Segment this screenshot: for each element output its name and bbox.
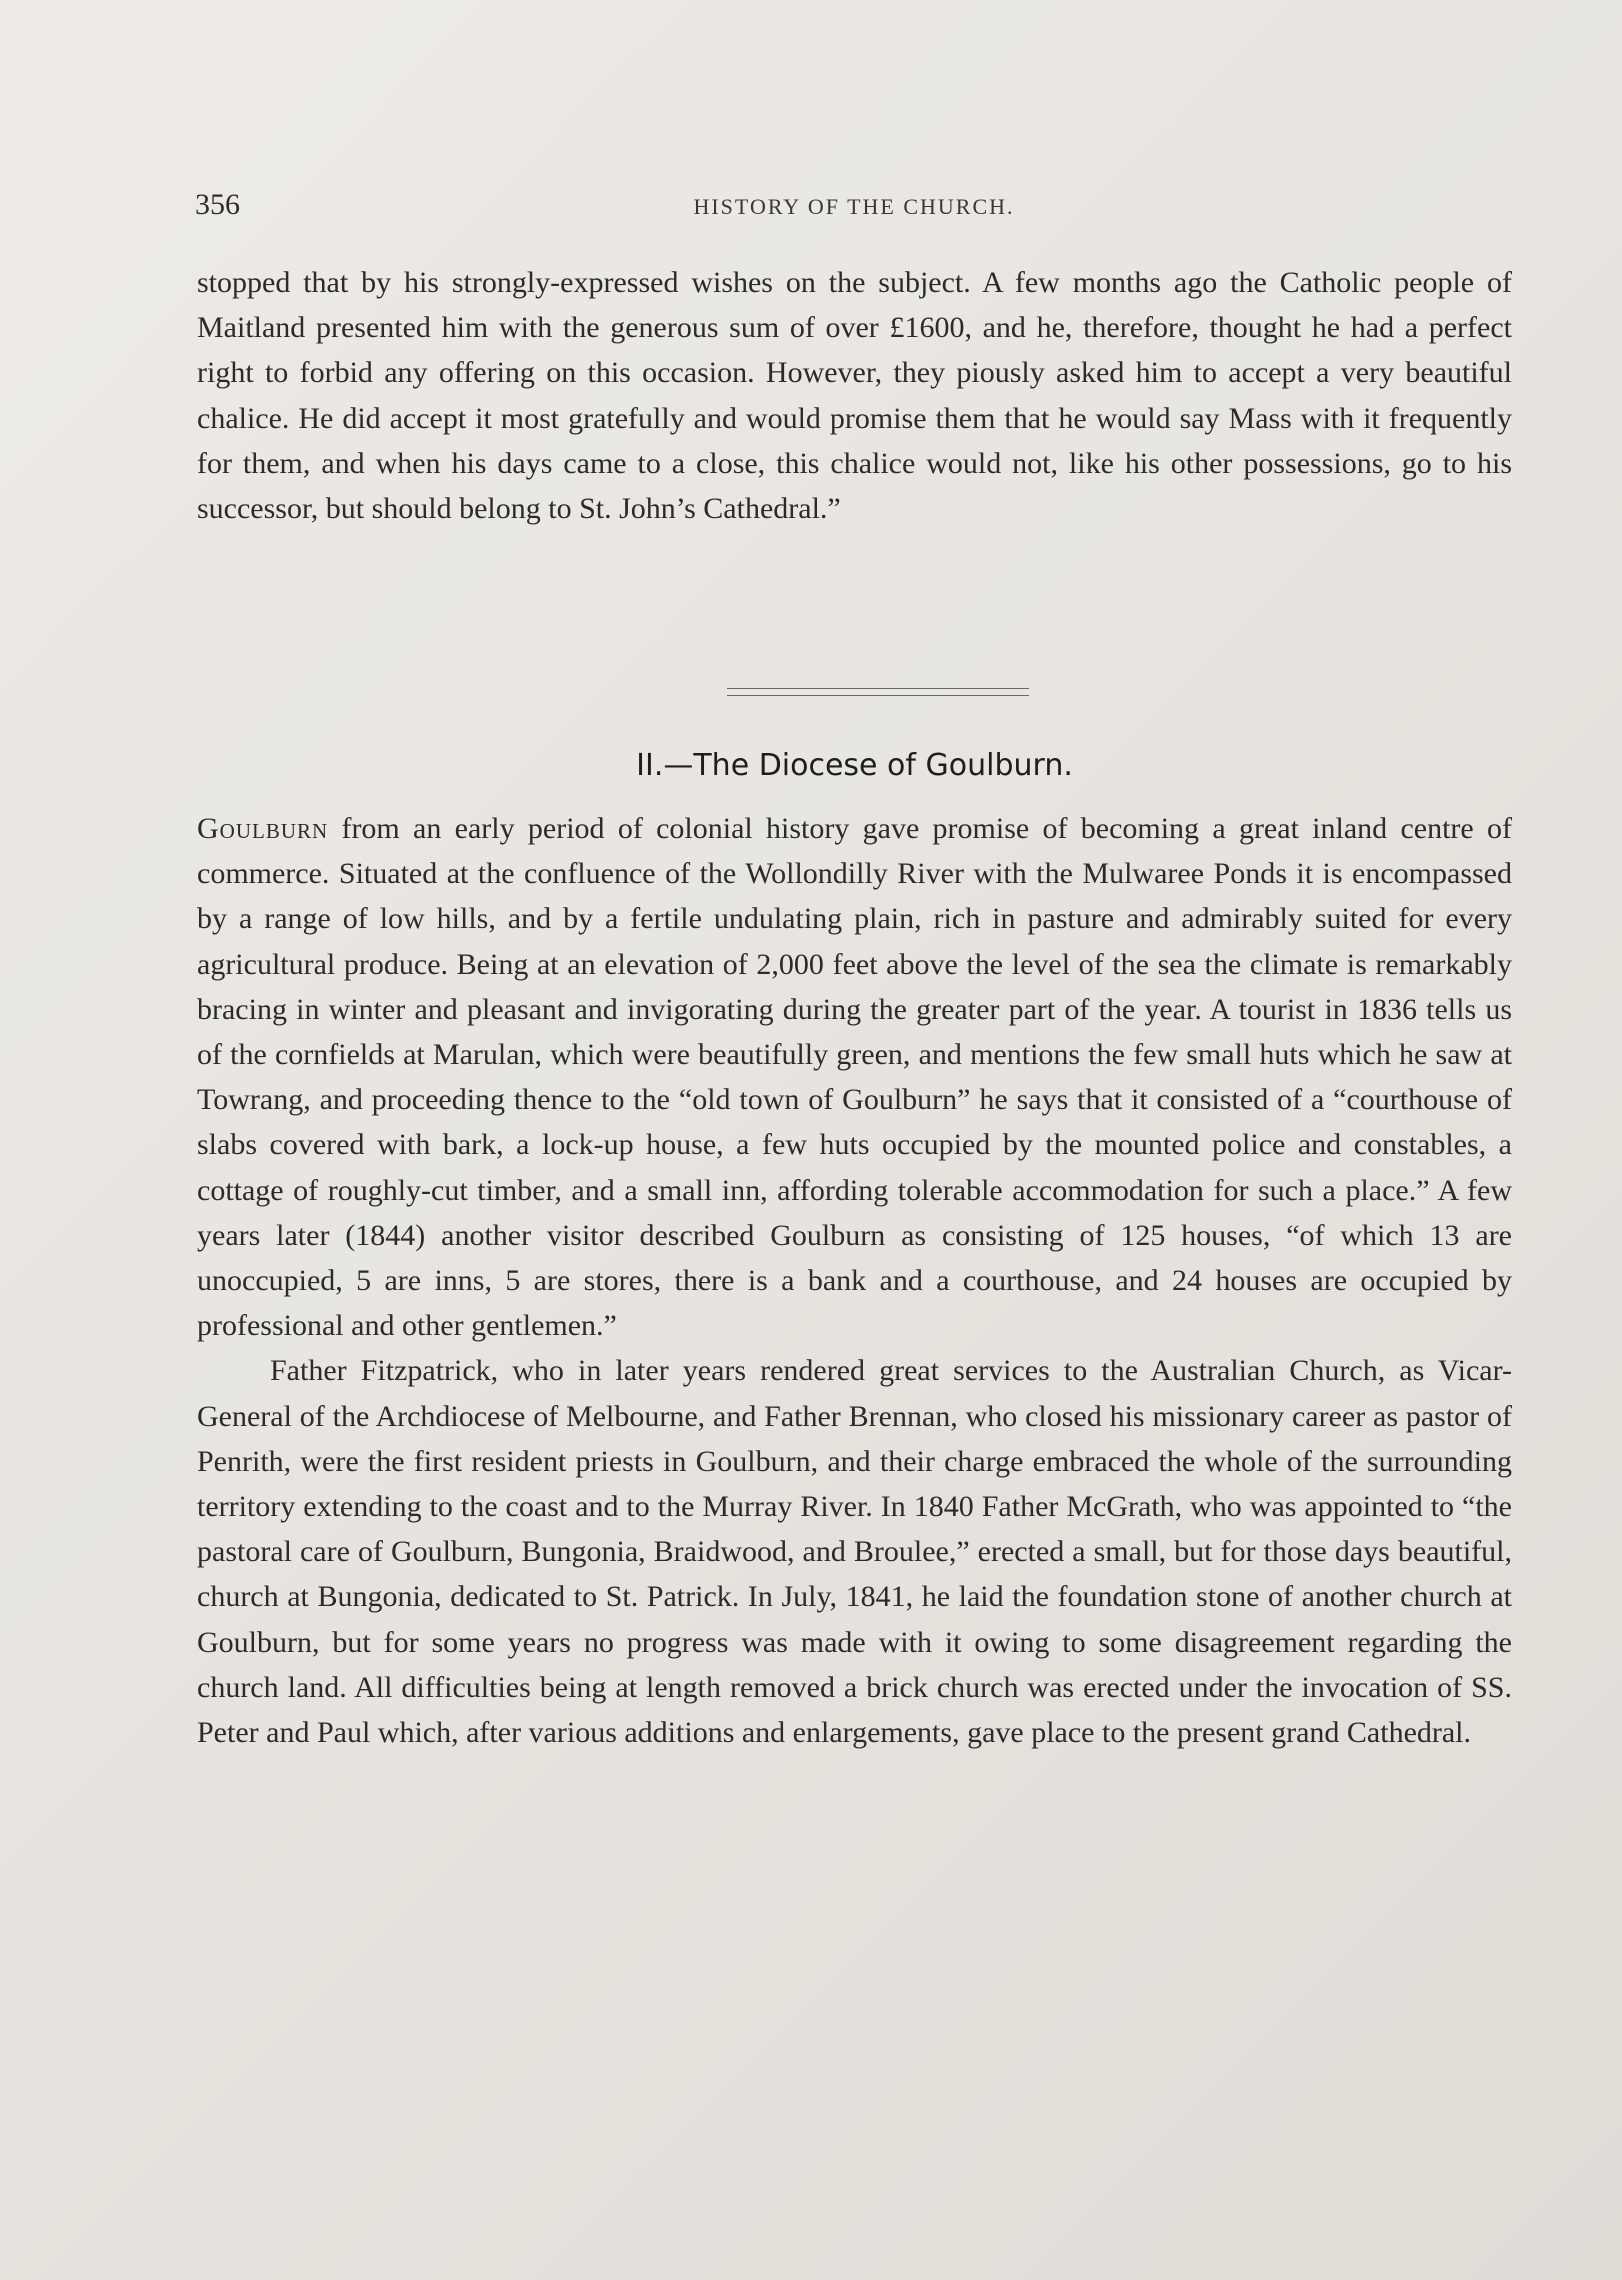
section-paragraph-1	[197, 806, 1512, 1348]
running-title: HISTORY OF THE CHURCH.	[693, 194, 1015, 219]
page-number: 356	[195, 188, 240, 221]
page-header	[195, 188, 1513, 228]
section-paragraph-1-text: from an early period of colonial history gave promise of becoming a great inland centre of commerce. Situated at the confluence of the Wollondilly River with the Mulwaree Ponds it is encompassed by a range of low hills, and by a fertile undulating plain, rich in pasture and admirably suited for every agricultural produce. Being at an elevation of 2,000 feet above the level of the sea the climate is remarkably bracing in winter and pleasant and invigorating during the greater part of the year. A tourist in 1836 tells us of the cornfields at Marulan, which were beautifully green, and mentions the few small huts which he saw at Towrang, and proceeding thence to the “old town of Goulburn” he says that it consisted of a “courthouse of slabs covered with bark, a lock-up house, a few huts occupied by the mounted police and constables, a cottage of roughly-cut timber, and a small inn, affording tolerable accommodation for such a place.” A few years later (1844) another visitor described Goulburn as consisting of 125 houses, “of which 13 are unoccupied, 5 are inns, 5 are stores, there is a bank and a courthouse, and 24 houses are occupied by professional and other gentlemen.”	[197, 812, 1512, 1343]
section-paragraph-2: Father Fitzpatrick, who in later years rendered great services to the Australian Church, as Vicar-General of the Archdiocese of Melbourne, and Father Brennan, who closed his missionary career as pastor of Penrith, were the first resident priests in Goulburn, and their charge embraced the whole of the surrounding territory extending to the coast and to the Murray River. In 1840 Father McGrath, who was appointed to “the pastoral care of Goulburn, Bungonia, Braidwood, and Broulee,” erected a small, but for those days beautiful, church at Bungonia, dedicated to St. Patrick. In July, 1841, he laid the foundation stone of another church at Goulburn, but for some years no progress was made with it owing to some disagreement regarding the church land. All difficulties being at length removed a brick church was erected under the invocation of SS. Peter and Paul which, after various additions and enlargements, gave place to the present grand Cathedral.	[197, 1354, 1512, 1750]
continued-paragraph-text: stopped that by his strongly-expressed wishes on the subject. A few months ago the Catholic people of Maitland presented him with the generous sum of over £1600, and he, therefore, thought he had a perfect right to forbid any offering on this occasion. However, they piously asked him to accept a very beautiful chalice. He did accept it most gratefully and would promise them that he would say Mass with it frequently for them, and when his days came to a close, this chalice would not, like his other possessions, go to his successor, but should belong to St. John’s Cathedral.”	[197, 266, 1512, 526]
opening-word: Goulburn	[197, 812, 329, 845]
section-body	[197, 806, 1512, 1755]
continued-paragraph	[197, 260, 1512, 531]
section-heading: II.—The Diocese of Goulburn.	[636, 748, 1073, 783]
section-divider-rule	[727, 688, 1029, 696]
